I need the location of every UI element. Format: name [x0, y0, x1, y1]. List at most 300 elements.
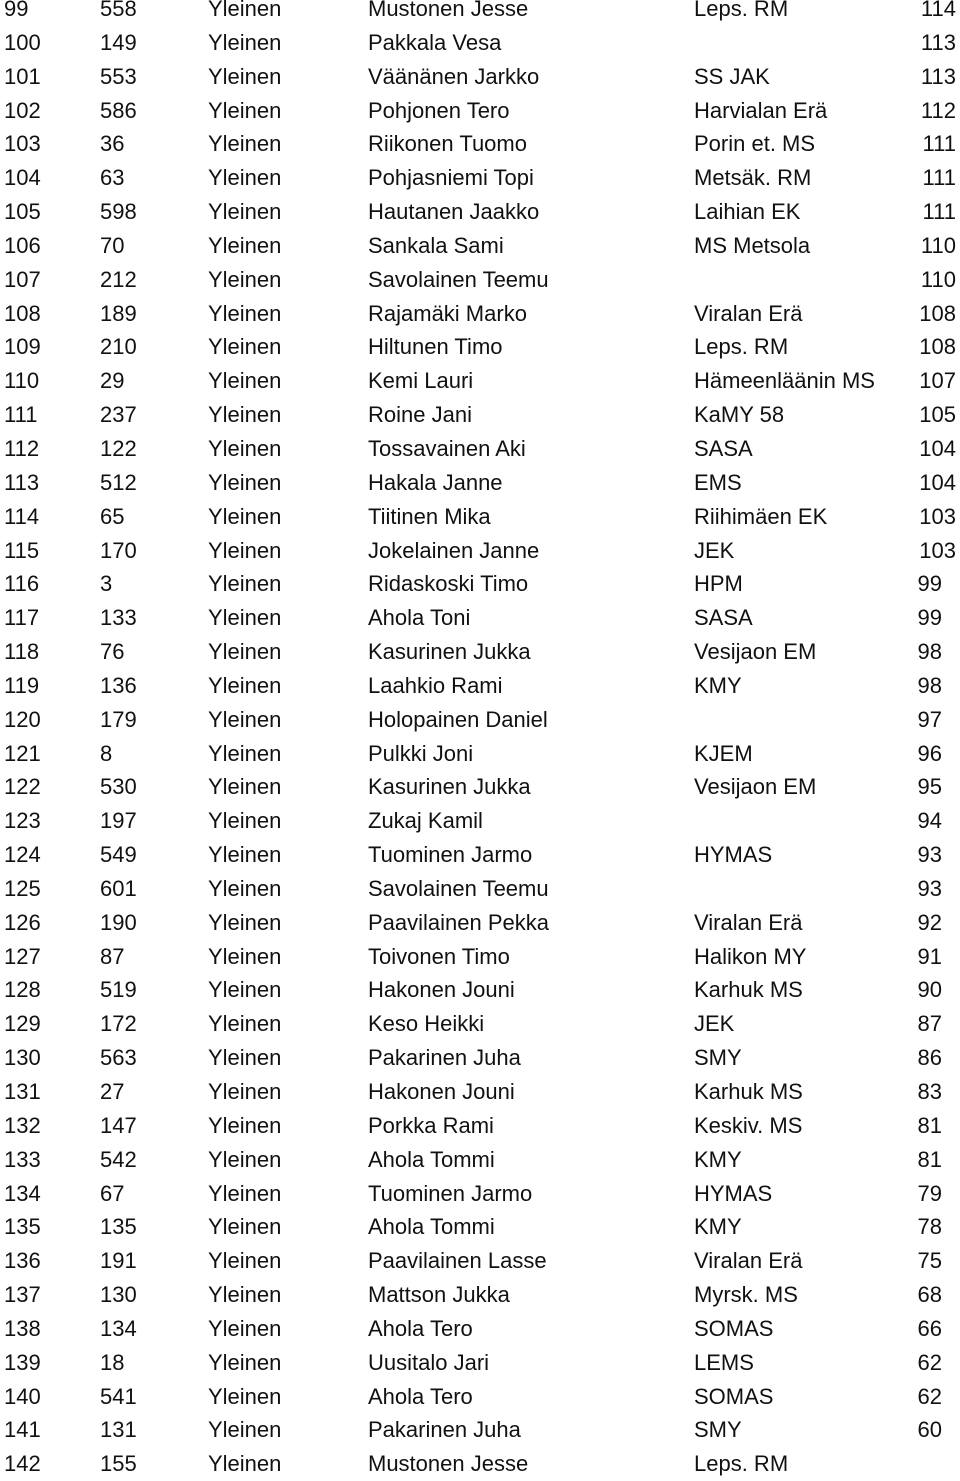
name-cell: Hakonen Jouni	[368, 977, 515, 1003]
rank-cell: 116	[4, 571, 40, 597]
club-cell: Keskiv. MS	[694, 1112, 803, 1138]
rank-cell: 117	[4, 605, 40, 631]
rank-cell: 129	[4, 1011, 41, 1037]
club-cell: Leps. RM	[694, 0, 789, 21]
name-cell: Laahkio Rami	[368, 672, 503, 698]
score-cell: 75	[917, 1248, 942, 1274]
number-cell: 601	[100, 875, 137, 901]
number-cell: 149	[100, 29, 137, 55]
rank-cell: 108	[4, 300, 41, 326]
score-cell: 86	[917, 1045, 942, 1071]
rank-cell: 126	[4, 909, 41, 935]
class-cell: Yleinen	[208, 875, 282, 901]
name-cell: Kemi Lauri	[368, 368, 474, 394]
score-cell: 99	[917, 605, 942, 631]
name-cell: Tuominen Jarmo	[368, 1180, 533, 1206]
club-cell: KMY	[694, 1146, 742, 1172]
score-cell: 103	[919, 537, 956, 563]
number-cell: 210	[100, 334, 137, 360]
class-cell: Yleinen	[208, 1248, 282, 1274]
name-cell: Uusitalo Jari	[368, 1349, 490, 1375]
table-row	[0, 1244, 960, 1278]
name-cell: Tossavainen Aki	[368, 435, 526, 461]
class-cell: Yleinen	[208, 1045, 282, 1071]
class-cell: Yleinen	[208, 334, 282, 360]
number-cell: 512	[100, 469, 137, 495]
table-row	[0, 297, 960, 331]
number-cell: 189	[100, 300, 137, 326]
number-cell: 179	[100, 706, 137, 732]
class-cell: Yleinen	[208, 842, 282, 868]
club-cell: Hämeenläänin MS	[694, 368, 875, 394]
score-cell: 93	[917, 875, 942, 901]
club-cell: Myrsk. MS	[694, 1282, 798, 1308]
class-cell: Yleinen	[208, 266, 282, 292]
name-cell: Pakkala Vesa	[368, 29, 502, 55]
name-cell: Tiitinen Mika	[368, 503, 491, 529]
club-cell: MS Metsola	[694, 232, 811, 258]
table-row	[0, 364, 960, 398]
rank-cell: 135	[4, 1214, 41, 1240]
club-cell: HYMAS	[694, 1180, 773, 1206]
club-cell: SASA	[694, 435, 753, 461]
table-row	[0, 770, 960, 804]
rank-cell: 101	[4, 63, 41, 89]
table-row	[0, 1346, 960, 1380]
club-cell: Halikon MY	[694, 943, 807, 969]
club-cell: Vesijaon EM	[694, 774, 817, 800]
number-cell: 65	[100, 503, 125, 529]
class-cell: Yleinen	[208, 1011, 282, 1037]
number-cell: 586	[100, 97, 137, 123]
rank-cell: 118	[4, 639, 40, 665]
number-cell: 197	[100, 808, 137, 834]
name-cell: Hakala Janne	[368, 469, 503, 495]
table-row	[0, 229, 960, 263]
score-cell: 93	[917, 842, 942, 868]
score-cell: 108	[919, 300, 956, 326]
club-cell: Metsäk. RM	[694, 165, 812, 191]
table-row	[0, 1143, 960, 1177]
club-cell: KMY	[694, 672, 742, 698]
number-cell: 172	[100, 1011, 137, 1037]
table-row	[0, 1447, 960, 1481]
rank-cell: 109	[4, 334, 41, 360]
number-cell: 519	[100, 977, 137, 1003]
score-cell: 104	[919, 435, 956, 461]
table-row	[0, 737, 960, 771]
table-row	[0, 567, 960, 601]
name-cell: Mustonen Jesse	[368, 0, 529, 21]
rank-cell: 113	[4, 469, 40, 495]
rank-cell: 123	[4, 808, 41, 834]
score-cell: 68	[917, 1282, 942, 1308]
club-cell: Leps. RM	[694, 334, 789, 360]
score-cell: 91	[917, 943, 942, 969]
number-cell: 133	[100, 605, 137, 631]
number-cell: 8	[100, 740, 113, 766]
name-cell: Jokelainen Janne	[368, 537, 540, 563]
table-row	[0, 1007, 960, 1041]
club-cell: SASA	[694, 605, 753, 631]
number-cell: 67	[100, 1180, 125, 1206]
table-row	[0, 432, 960, 466]
class-cell: Yleinen	[208, 1282, 282, 1308]
number-cell: 191	[100, 1248, 137, 1274]
score-cell: 113	[920, 63, 956, 89]
class-cell: Yleinen	[208, 368, 282, 394]
table-row	[0, 973, 960, 1007]
number-cell: 63	[100, 165, 125, 191]
club-cell: Laihian EK	[694, 199, 801, 225]
number-cell: 530	[100, 774, 137, 800]
table-row	[0, 26, 960, 60]
name-cell: Porkka Rami	[368, 1112, 494, 1138]
club-cell: SOMAS	[694, 1383, 774, 1409]
club-cell: Viralan Erä	[694, 300, 803, 326]
rank-cell: 120	[4, 706, 41, 732]
table-row	[0, 940, 960, 974]
number-cell: 130	[100, 1282, 137, 1308]
score-cell: 104	[919, 469, 956, 495]
club-cell: Karhuk MS	[694, 977, 803, 1003]
name-cell: Paavilainen Pekka	[368, 909, 550, 935]
rank-cell: 110	[4, 368, 40, 394]
score-cell: 98	[917, 639, 942, 665]
name-cell: Hiltunen Timo	[368, 334, 503, 360]
table-row	[0, 1380, 960, 1414]
number-cell: 18	[100, 1349, 125, 1375]
club-cell: Porin et. MS	[694, 131, 816, 157]
score-cell: 83	[917, 1079, 942, 1104]
score-cell: 112	[920, 97, 956, 123]
number-cell: 147	[100, 1112, 137, 1138]
number-cell: 237	[100, 402, 137, 428]
name-cell: Ahola Tommi	[368, 1214, 495, 1240]
class-cell: Yleinen	[208, 0, 282, 21]
name-cell: Zukaj Kamil	[368, 808, 483, 834]
rank-cell: 112	[4, 435, 40, 461]
score-cell: 107	[919, 368, 956, 394]
class-cell: Yleinen	[208, 165, 282, 191]
score-cell: 94	[917, 808, 942, 834]
rank-cell: 131	[4, 1079, 41, 1104]
table-row	[0, 0, 960, 26]
class-cell: Yleinen	[208, 131, 282, 157]
table-row	[0, 127, 960, 161]
class-cell: Yleinen	[208, 1315, 282, 1341]
class-cell: Yleinen	[208, 909, 282, 935]
number-cell: 122	[100, 435, 137, 461]
club-cell: SOMAS	[694, 1315, 774, 1341]
table-row	[0, 1109, 960, 1143]
name-cell: Kasurinen Jukka	[368, 639, 531, 665]
rank-cell: 142	[4, 1451, 41, 1477]
table-row	[0, 1413, 960, 1447]
number-cell: 134	[100, 1315, 137, 1341]
table-row	[0, 1075, 960, 1109]
rank-cell: 114	[4, 503, 40, 529]
club-cell: SMY	[694, 1417, 742, 1443]
class-cell: Yleinen	[208, 740, 282, 766]
number-cell: 170	[100, 537, 137, 563]
table-row	[0, 1210, 960, 1244]
club-cell: JEK	[694, 537, 735, 563]
rank-cell: 122	[4, 774, 41, 800]
score-cell: 81	[917, 1112, 942, 1138]
class-cell: Yleinen	[208, 1180, 282, 1206]
score-cell: 66	[917, 1315, 942, 1341]
table-row	[0, 804, 960, 838]
name-cell: Roine Jani	[368, 402, 472, 428]
class-cell: Yleinen	[208, 774, 282, 800]
club-cell: SMY	[694, 1045, 742, 1071]
score-cell: 79	[917, 1180, 942, 1206]
number-cell: 541	[100, 1383, 137, 1409]
rank-cell: 100	[4, 29, 41, 55]
name-cell: Ahola Tero	[368, 1315, 473, 1341]
rank-cell: 133	[4, 1146, 41, 1172]
table-row	[0, 534, 960, 568]
class-cell: Yleinen	[208, 1451, 282, 1477]
number-cell: 136	[100, 672, 137, 698]
class-cell: Yleinen	[208, 97, 282, 123]
table-row	[0, 906, 960, 940]
score-cell: 111	[922, 131, 956, 157]
score-cell: 92	[917, 909, 942, 935]
name-cell: Hautanen Jaakko	[368, 199, 540, 225]
number-cell: 542	[100, 1146, 137, 1172]
score-cell: 114	[920, 0, 956, 21]
table-row	[0, 94, 960, 128]
name-cell: Mattson Jukka	[368, 1282, 510, 1308]
score-cell: 108	[919, 334, 956, 360]
rank-cell: 125	[4, 875, 41, 901]
club-cell: HPM	[694, 571, 743, 597]
score-cell: 90	[917, 977, 942, 1003]
score-cell: 110	[920, 232, 956, 258]
name-cell: Riikonen Tuomo	[368, 131, 527, 157]
rank-cell: 99	[4, 0, 29, 21]
rank-cell: 105	[4, 199, 41, 225]
number-cell: 131	[100, 1417, 137, 1443]
rank-cell: 140	[4, 1383, 41, 1409]
class-cell: Yleinen	[208, 571, 282, 597]
class-cell: Yleinen	[208, 199, 282, 225]
rank-cell: 139	[4, 1349, 41, 1375]
club-cell: Riihimäen EK	[694, 503, 828, 529]
rank-cell: 106	[4, 232, 41, 258]
club-cell: EMS	[694, 469, 742, 495]
number-cell: 598	[100, 199, 137, 225]
name-cell: Rajamäki Marko	[368, 300, 527, 326]
score-cell: 110	[920, 266, 956, 292]
table-row	[0, 330, 960, 364]
name-cell: Kasurinen Jukka	[368, 774, 531, 800]
club-cell: HYMAS	[694, 842, 773, 868]
class-cell: Yleinen	[208, 605, 282, 631]
number-cell: 212	[100, 266, 137, 292]
name-cell: Ahola Toni	[368, 605, 471, 631]
class-cell: Yleinen	[208, 29, 282, 55]
name-cell: Savolainen Teemu	[368, 266, 549, 292]
name-cell: Paavilainen Lasse	[368, 1248, 547, 1274]
name-cell: Pakarinen Juha	[368, 1417, 521, 1443]
class-cell: Yleinen	[208, 1349, 282, 1375]
class-cell: Yleinen	[208, 1383, 282, 1409]
score-cell: 87	[917, 1011, 942, 1037]
rank-cell: 121	[4, 740, 41, 766]
club-cell: LEMS	[694, 1349, 754, 1375]
rank-cell: 124	[4, 842, 41, 868]
number-cell: 549	[100, 842, 137, 868]
rank-cell: 107	[4, 266, 41, 292]
table-row	[0, 669, 960, 703]
score-cell: 96	[917, 740, 942, 766]
number-cell: 29	[100, 368, 125, 394]
score-cell: 103	[919, 503, 956, 529]
class-cell: Yleinen	[208, 537, 282, 563]
name-cell: Toivonen Timo	[368, 943, 510, 969]
name-cell: Savolainen Teemu	[368, 875, 549, 901]
table-row	[0, 1312, 960, 1346]
rank-cell: 103	[4, 131, 41, 157]
name-cell: Pakarinen Juha	[368, 1045, 521, 1071]
score-cell: 105	[919, 402, 956, 428]
club-cell: Vesijaon EM	[694, 639, 817, 665]
number-cell: 558	[100, 0, 137, 21]
club-cell: KMY	[694, 1214, 742, 1240]
rank-cell: 111	[4, 402, 38, 428]
club-cell: KJEM	[694, 740, 753, 766]
number-cell: 70	[100, 232, 125, 258]
rank-cell: 115	[4, 537, 40, 563]
rank-cell: 138	[4, 1315, 41, 1341]
table-row	[0, 60, 960, 94]
name-cell: Pohjonen Tero	[368, 97, 510, 123]
rank-cell: 128	[4, 977, 41, 1003]
table-row	[0, 195, 960, 229]
table-row	[0, 1041, 960, 1075]
score-cell: 62	[917, 1383, 942, 1409]
number-cell: 76	[100, 639, 125, 665]
name-cell: Pohjasniemi Topi	[368, 165, 534, 191]
class-cell: Yleinen	[208, 639, 282, 665]
rank-cell: 134	[4, 1180, 41, 1206]
table-row	[0, 161, 960, 195]
club-cell: Harvialan Erä	[694, 97, 828, 123]
table-row	[0, 500, 960, 534]
class-cell: Yleinen	[208, 469, 282, 495]
rank-cell: 137	[4, 1282, 41, 1308]
class-cell: Yleinen	[208, 300, 282, 326]
club-cell: JEK	[694, 1011, 735, 1037]
class-cell: Yleinen	[208, 232, 282, 258]
name-cell: Holopainen Daniel	[368, 706, 548, 732]
rank-cell: 141	[4, 1417, 41, 1443]
number-cell: 135	[100, 1214, 137, 1240]
rank-cell: 104	[4, 165, 41, 191]
number-cell: 190	[100, 909, 137, 935]
class-cell: Yleinen	[208, 1079, 282, 1104]
number-cell: 27	[100, 1079, 125, 1104]
class-cell: Yleinen	[208, 808, 282, 834]
score-cell: 113	[920, 29, 956, 55]
name-cell: Tuominen Jarmo	[368, 842, 533, 868]
club-cell: KaMY 58	[694, 402, 785, 428]
rank-cell: 127	[4, 943, 41, 969]
name-cell: Pulkki Joni	[368, 740, 474, 766]
number-cell: 87	[100, 943, 125, 969]
rank-cell: 119	[4, 672, 40, 698]
score-cell: 81	[917, 1146, 942, 1172]
score-cell: 99	[917, 571, 942, 597]
name-cell: Sankala Sami	[368, 232, 504, 258]
score-cell: 62	[917, 1349, 942, 1375]
number-cell: 155	[100, 1451, 137, 1477]
rank-cell: 136	[4, 1248, 41, 1274]
score-cell: 95	[917, 774, 942, 800]
score-cell: 78	[917, 1214, 942, 1240]
score-cell: 111	[922, 199, 956, 225]
class-cell: Yleinen	[208, 402, 282, 428]
club-cell: Viralan Erä	[694, 909, 803, 935]
table-row	[0, 838, 960, 872]
club-cell: SS JAK	[694, 63, 770, 89]
number-cell: 553	[100, 63, 137, 89]
name-cell: Ahola Tommi	[368, 1146, 495, 1172]
table-row	[0, 1278, 960, 1312]
table-row	[0, 635, 960, 669]
score-cell: 60	[917, 1417, 942, 1443]
class-cell: Yleinen	[208, 977, 282, 1003]
class-cell: Yleinen	[208, 672, 282, 698]
class-cell: Yleinen	[208, 1146, 282, 1172]
club-cell: Viralan Erä	[694, 1248, 803, 1274]
table-row	[0, 466, 960, 500]
name-cell: Keso Heikki	[368, 1011, 485, 1037]
class-cell: Yleinen	[208, 435, 282, 461]
class-cell: Yleinen	[208, 1417, 282, 1443]
table-row	[0, 703, 960, 737]
club-cell: Leps. RM	[694, 1451, 789, 1477]
name-cell: Mustonen Jesse	[368, 1451, 529, 1477]
name-cell: Ahola Tero	[368, 1383, 473, 1409]
rank-cell: 102	[4, 97, 41, 123]
number-cell: 3	[100, 571, 113, 597]
class-cell: Yleinen	[208, 63, 282, 89]
club-cell: Karhuk MS	[694, 1079, 803, 1104]
score-cell: 98	[917, 672, 942, 698]
score-cell: 111	[922, 165, 956, 191]
class-cell: Yleinen	[208, 943, 282, 969]
class-cell: Yleinen	[208, 1112, 282, 1138]
rank-cell: 130	[4, 1045, 41, 1071]
table-row	[0, 872, 960, 906]
score-cell: 97	[917, 706, 942, 732]
number-cell: 563	[100, 1045, 137, 1071]
class-cell: Yleinen	[208, 503, 282, 529]
table-row	[0, 263, 960, 297]
name-cell: Ridaskoski Timo	[368, 571, 529, 597]
table-row	[0, 398, 960, 432]
table-row	[0, 601, 960, 635]
number-cell: 36	[100, 131, 125, 157]
name-cell: Väänänen Jarkko	[368, 63, 540, 89]
table-row	[0, 1177, 960, 1211]
class-cell: Yleinen	[208, 1214, 282, 1240]
class-cell: Yleinen	[208, 706, 282, 732]
